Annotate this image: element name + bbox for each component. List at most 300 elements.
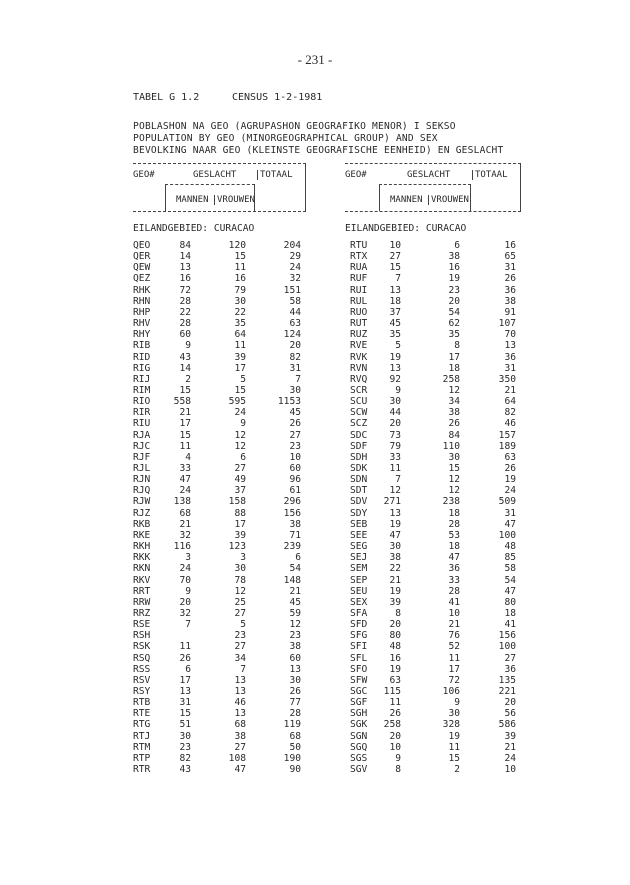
mannen-value: 9 [185,340,191,352]
mannen-value: 20 [389,619,401,631]
vrouwen-value: 12 [234,429,246,441]
table-row [350,597,540,608]
geo-code: RIU [133,418,151,430]
geo-code: SDY [350,507,368,519]
table-row [350,318,540,329]
mannen-value: 70 [179,574,191,586]
table-row [133,474,323,485]
table-row [133,719,323,730]
totaal-value: 38 [289,641,301,653]
mannen-value: 15 [389,262,401,274]
geo-code: RSS [133,663,151,675]
vrouwen-value: 79 [234,284,246,296]
table-row [133,485,323,496]
totaal-value: 31 [504,362,516,374]
table-row [133,686,323,697]
totaal-value: 148 [283,574,301,586]
totaal-value: 296 [283,496,301,508]
totaal-value: 31 [504,507,516,519]
mannen-value: 51 [179,719,191,731]
geo-code: RVN [350,362,368,374]
table-row [350,575,540,586]
table-header-left [133,163,306,212]
totaal-value: 189 [498,440,516,452]
mannen-value: 22 [389,563,401,575]
mannen-value: 138 [173,496,191,508]
table-row [133,296,323,307]
mannen-value: 48 [389,641,401,653]
geo-code: QEO [133,240,151,251]
totaal-value: 38 [504,295,516,307]
table-row [350,441,540,452]
vrouwen-value: 5 [240,373,246,385]
geo-code: RSY [133,686,151,697]
geo-code: RKV [133,574,151,586]
header-totaal: TOTAAL [257,170,293,180]
vrouwen-value: 23 [234,630,246,642]
vrouwen-value: 7 [240,663,246,675]
vrouwen-value: 19 [448,730,460,742]
geo-code: SEJ [350,552,368,564]
table-row [133,731,323,742]
mannen-value: 13 [389,362,401,374]
totaal-value: 23 [289,440,301,452]
table-row [133,753,323,764]
table-row [133,597,323,608]
geo-code: RJF [133,451,151,463]
vrouwen-value: 30 [448,708,460,720]
table-row [350,764,540,775]
vrouwen-value: 13 [234,686,246,697]
totaal-value: 10 [504,764,516,776]
geo-code: SDF [350,440,368,452]
geo-code: SFI [350,641,368,653]
vrouwen-value: 12 [234,440,246,452]
vrouwen-value: 41 [448,596,460,608]
geo-code: SEX [350,596,368,608]
vrouwen-value: 84 [448,429,460,441]
geo-code: RTP [133,752,151,764]
vrouwen-value: 25 [234,596,246,608]
geo-code: RJZ [133,507,151,519]
totaal-value: 63 [504,451,516,463]
header-mannen: MANNEN [390,195,423,205]
mannen-value: 13 [179,262,191,274]
totaal-value: 156 [498,630,516,642]
geo-code: SGQ [350,741,368,753]
mannen-value: 82 [179,752,191,764]
table-row [133,630,323,641]
totaal-value: 63 [289,318,301,330]
geo-code: SDC [350,429,368,441]
geo-code: RJA [133,429,151,441]
vrouwen-value: 11 [234,262,246,274]
mannen-value: 60 [179,329,191,341]
geo-code: SDH [350,451,368,463]
geo-code: RKN [133,563,151,575]
vrouwen-value: 27 [234,641,246,653]
geo-code: SFG [350,630,368,642]
totaal-value: 41 [504,619,516,631]
table-row [133,641,323,652]
vrouwen-value: 123 [228,541,246,553]
table-row [350,742,540,753]
vrouwen-value: 34 [234,652,246,664]
table-row [350,686,540,697]
totaal-value: 239 [283,541,301,553]
header-vrouwen: VROUWEN [428,195,469,205]
census-date: CENSUS 1-2-1981 [232,92,323,103]
vrouwen-value: 258 [442,373,460,385]
table-row [133,508,323,519]
mannen-value: 5 [395,340,401,352]
mannen-value: 15 [179,384,191,396]
geo-code: RVE [350,340,368,352]
mannen-value: 79 [389,440,401,452]
vrouwen-value: 35 [448,329,460,341]
geo-code: RJW [133,496,151,508]
vrouwen-value: 30 [234,295,246,307]
totaal-value: 47 [504,518,516,530]
geo-code: SFL [350,652,368,664]
mannen-value: 39 [389,596,401,608]
totaal-value: 6 [295,552,301,564]
totaal-value: 28 [289,708,301,720]
vrouwen-value: 238 [442,496,460,508]
totaal-value: 77 [289,697,301,709]
table-row [350,530,540,541]
table-row [350,251,540,262]
vrouwen-value: 27 [234,741,246,753]
table-row [133,340,323,351]
table-row [350,708,540,719]
table-row [350,262,540,273]
table-row [350,485,540,496]
table-row [350,463,540,474]
table-row [133,430,323,441]
table-row [133,285,323,296]
vrouwen-value: 47 [448,552,460,564]
totaal-value: 29 [289,251,301,263]
vrouwen-value: 16 [234,273,246,285]
vrouwen-value: 11 [448,741,460,753]
table-row [133,352,323,363]
mannen-value: 4 [185,451,191,463]
mannen-value: 7 [395,273,401,285]
table-row [350,296,540,307]
mannen-value: 32 [179,529,191,541]
mannen-value: 18 [389,295,401,307]
title-papiamentu: POBLASHON NA GEO (AGRUPASHON GEOGRAFIKO MENOR) I SEKSO [133,121,456,132]
geo-code: RIB [133,340,151,352]
geo-code: RHP [133,306,151,318]
vrouwen-value: 9 [240,418,246,430]
totaal-value: 90 [289,764,301,776]
geo-code: SDK [350,463,368,474]
vrouwen-value: 72 [448,674,460,686]
mannen-value: 20 [179,596,191,608]
geo-code: RKH [133,541,151,553]
mannen-value: 21 [179,407,191,419]
totaal-value: 13 [504,340,516,352]
totaal-value: 54 [289,563,301,575]
totaal-value: 119 [283,719,301,731]
totaal-value: 107 [498,318,516,330]
region-label-right: EILANDGEBIED: CURACAO [345,223,467,234]
table-row [133,262,323,273]
table-row [350,363,540,374]
totaal-value: 46 [504,418,516,430]
table-row [133,742,323,753]
table-row [133,329,323,340]
geo-code: RVK [350,351,368,363]
title-dutch: BEVOLKING NAAR GEO (KLEINSTE GEOGRAFISCHE EENHEID) EN GESLACHT [133,145,504,156]
geo-code: SEM [350,563,368,575]
geo-code: RUL [350,295,368,307]
vrouwen-value: 17 [448,351,460,363]
table-row [133,552,323,563]
totaal-value: 100 [498,641,516,653]
table-row [133,441,323,452]
totaal-value: 31 [289,362,301,374]
table-row [350,508,540,519]
totaal-value: 38 [289,518,301,530]
mannen-value: 19 [389,518,401,530]
totaal-value: 82 [504,407,516,419]
totaal-value: 56 [504,708,516,720]
vrouwen-value: 38 [234,730,246,742]
geo-code: SDV [350,496,368,508]
vrouwen-value: 34 [448,396,460,408]
table-row [133,586,323,597]
totaal-value: 21 [504,741,516,753]
vrouwen-value: 53 [448,529,460,541]
vrouwen-value: 11 [234,340,246,352]
totaal-value: 58 [504,563,516,575]
mannen-value: 16 [179,273,191,285]
vrouwen-value: 10 [448,607,460,619]
table-row [133,374,323,385]
mannen-value: 13 [389,284,401,296]
mannen-value: 3 [185,552,191,564]
geo-code: RTU [350,240,368,251]
totaal-value: 26 [289,418,301,430]
totaal-value: 26 [504,463,516,474]
geo-code: RUA [350,262,368,274]
table-row [350,519,540,530]
mannen-value: 10 [389,240,401,251]
table-row [133,530,323,541]
vrouwen-value: 39 [234,351,246,363]
totaal-value: 27 [504,652,516,664]
vrouwen-value: 30 [234,563,246,575]
geo-code: SFW [350,674,368,686]
table-row [133,363,323,374]
mannen-value: 258 [383,719,401,731]
totaal-value: 156 [283,507,301,519]
vrouwen-value: 21 [448,619,460,631]
geo-code: RJN [133,474,151,486]
geo-code: RHK [133,284,151,296]
totaal-value: 10 [289,451,301,463]
vrouwen-value: 12 [448,485,460,497]
geo-code: SEG [350,541,368,553]
table-row [133,575,323,586]
table-header-right [345,163,521,212]
geo-code: SCZ [350,418,368,430]
geo-code: SDN [350,474,368,486]
totaal-value: 31 [504,262,516,274]
totaal-value: 96 [289,474,301,486]
geo-code: SGN [350,730,368,742]
totaal-value: 85 [504,552,516,564]
mannen-value: 38 [389,552,401,564]
geo-code: RHV [133,318,151,330]
mannen-value: 16 [389,652,401,664]
table-row [350,374,540,385]
mannen-value: 12 [389,485,401,497]
mannen-value: 32 [179,607,191,619]
table-row [350,731,540,742]
geo-code: RTG [133,719,151,731]
totaal-value: 26 [504,273,516,285]
geo-code: SGS [350,752,368,764]
vrouwen-value: 5 [240,619,246,631]
mannen-value: 13 [389,507,401,519]
mannen-value: 28 [179,318,191,330]
vrouwen-value: 9 [454,697,460,709]
totaal-value: 58 [289,295,301,307]
totaal-value: 32 [289,273,301,285]
totaal-value: 221 [498,686,516,697]
totaal-value: 190 [283,752,301,764]
header-mannen: MANNEN [176,195,209,205]
mannen-value: 9 [395,752,401,764]
geo-code: RVQ [350,373,368,385]
header-geo: GEO# [133,170,155,180]
totaal-value: 54 [504,574,516,586]
mannen-value: 33 [179,463,191,474]
geo-code: RTM [133,741,151,753]
vrouwen-value: 78 [234,574,246,586]
mannen-value: 24 [179,563,191,575]
totaal-value: 7 [295,373,301,385]
mannen-value: 19 [389,351,401,363]
table-row [133,664,323,675]
mannen-value: 558 [173,396,191,408]
table-row [350,285,540,296]
vrouwen-value: 35 [234,318,246,330]
vrouwen-value: 16 [448,262,460,274]
geo-code: RRW [133,596,151,608]
totaal-value: 27 [289,429,301,441]
mannen-value: 20 [389,730,401,742]
geo-code: SGK [350,719,368,731]
geo-code: SEU [350,585,368,597]
table-row [350,586,540,597]
geo-code: RJL [133,463,151,474]
table-row [133,385,323,396]
vrouwen-value: 18 [448,362,460,374]
totaal-value: 59 [289,607,301,619]
vrouwen-value: 27 [234,463,246,474]
totaal-value: 13 [289,663,301,675]
header-vrouwen: VROUWEN [214,195,255,205]
vrouwen-value: 76 [448,630,460,642]
table-row [350,630,540,641]
mannen-value: 8 [395,764,401,776]
region-label-left: EILANDGEBIED: CURACAO [133,223,255,234]
table-row [350,608,540,619]
vrouwen-value: 37 [234,485,246,497]
totaal-value: 135 [498,674,516,686]
geo-code: RJC [133,440,151,452]
table-row [350,352,540,363]
mannen-value: 17 [179,418,191,430]
mannen-value: 47 [179,474,191,486]
vrouwen-value: 38 [448,251,460,263]
table-row [133,619,323,630]
vrouwen-value: 26 [448,418,460,430]
geo-code: RKB [133,518,151,530]
vrouwen-value: 46 [234,697,246,709]
table-row [133,240,323,251]
mannen-value: 11 [179,641,191,653]
totaal-value: 157 [498,429,516,441]
mannen-value: 21 [179,518,191,530]
table-row [133,463,323,474]
table-row [133,653,323,664]
geo-code: RIJ [133,373,151,385]
geo-code: RIR [133,407,151,419]
geo-code: RTB [133,697,151,709]
mannen-value: 45 [389,318,401,330]
totaal-value: 30 [289,384,301,396]
geo-code: RSV [133,674,151,686]
vrouwen-value: 17 [234,362,246,374]
geo-code: RSK [133,641,151,653]
vrouwen-value: 12 [448,384,460,396]
table-row [350,452,540,463]
mannen-value: 10 [389,741,401,753]
mannen-value: 35 [389,329,401,341]
mannen-value: 31 [179,697,191,709]
vrouwen-value: 15 [448,752,460,764]
totaal-value: 70 [504,329,516,341]
mannen-value: 271 [383,496,401,508]
table-row [133,697,323,708]
totaal-value: 24 [504,752,516,764]
mannen-value: 37 [389,306,401,318]
vrouwen-value: 11 [448,652,460,664]
table-row [350,329,540,340]
geo-code: SGV [350,764,368,776]
totaal-value: 350 [498,373,516,385]
mannen-value: 9 [185,585,191,597]
totaal-value: 68 [289,730,301,742]
table-row [350,340,540,351]
vrouwen-value: 13 [234,708,246,720]
totaal-value: 36 [504,663,516,675]
geo-code: RIM [133,384,151,396]
totaal-value: 100 [498,529,516,541]
mannen-value: 84 [179,240,191,251]
vrouwen-value: 13 [234,674,246,686]
mannen-value: 47 [389,529,401,541]
totaal-value: 21 [289,585,301,597]
geo-code: SCW [350,407,368,419]
mannen-value: 43 [179,764,191,776]
